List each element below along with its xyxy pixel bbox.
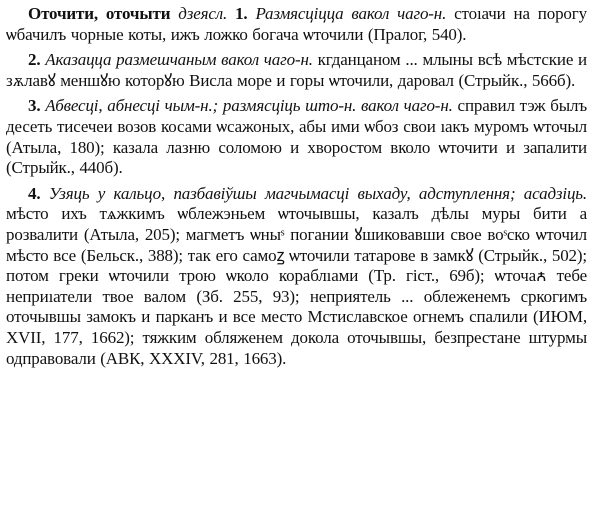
sense-number: 2.	[28, 50, 41, 70]
sense-number: 4.	[28, 183, 41, 203]
sense-quotation: стоıачи на порогу ѡбачилъ чорные коты, ижъ ложко богача ѡточили (Пралог, 540).	[6, 4, 587, 44]
sense-2	[6, 50, 587, 91]
grammar-label: дзеясл.	[178, 4, 228, 23]
sense-1	[6, 4, 587, 45]
sense-4	[6, 184, 587, 369]
sense-quotation: справил тэж былъ десеть тисечеи возов косами ѡсажоных, абы ими ѡбоз свои ıакъ муромъ ѡточыл (Атыла, 180); казала лазню соломою и хворостом вколо ѡточити и запалити (Стрыйк., 440б).	[6, 96, 587, 178]
sense-gloss: Узяць у кальцо, пазбавіўшы магчымасці выхаду, адступлення; асадзіць.	[48, 183, 587, 203]
sense-quotation: кгданцаном ... млыны всѣ мѣстские и зѫлавꙋ меншꙋю которꙋю Висла море и горы ѡточили, даровал (Стрыйк., 566б).	[6, 50, 587, 90]
sense-number: 1.	[235, 4, 248, 23]
sense-gloss: Абвесці, абнесці чым-н.; размясціць што-н. вакол чаго-н.	[45, 96, 453, 116]
sense-gloss: Аказацца размешчаным вакол чаго-н.	[45, 50, 313, 70]
sense-3	[6, 96, 587, 178]
sense-number: 3.	[28, 96, 41, 116]
sense-quotation: мѣсто ихъ тѧжкимъ ѡблежэньем ѡточывшы, казалъ дѣлы муры бити а розвалити (Атыла, 205); магметъ ѡныˢ погании ꙋшиковавши свое воˢско ѡточил мѣсто все (Бельск., 388); так его самоꙁ ѡточили татарове в замкꙋ (Стрыйк., 502); потом греки ѡточили трою ѡколо кораблıами (Тр. гіст., 69б); ѡточаꙉ тебе неприıатели твое валом (Зб. 255, 93); неприятель ... облеженемъ сркогимъ оточывшы замокъ и парканъ и все место Мстиславское огнемъ спалили (ИЮМ, XVII, 177, 1662); тяжким обляженем докола оточывшы, безпрестане штурмы одправовали (АВК, XXXIV, 281, 1663).	[6, 204, 587, 368]
headword: Оточити, оточыти	[28, 4, 171, 23]
sense-gloss: Размясціцца вакол чаго-н.	[255, 4, 447, 23]
